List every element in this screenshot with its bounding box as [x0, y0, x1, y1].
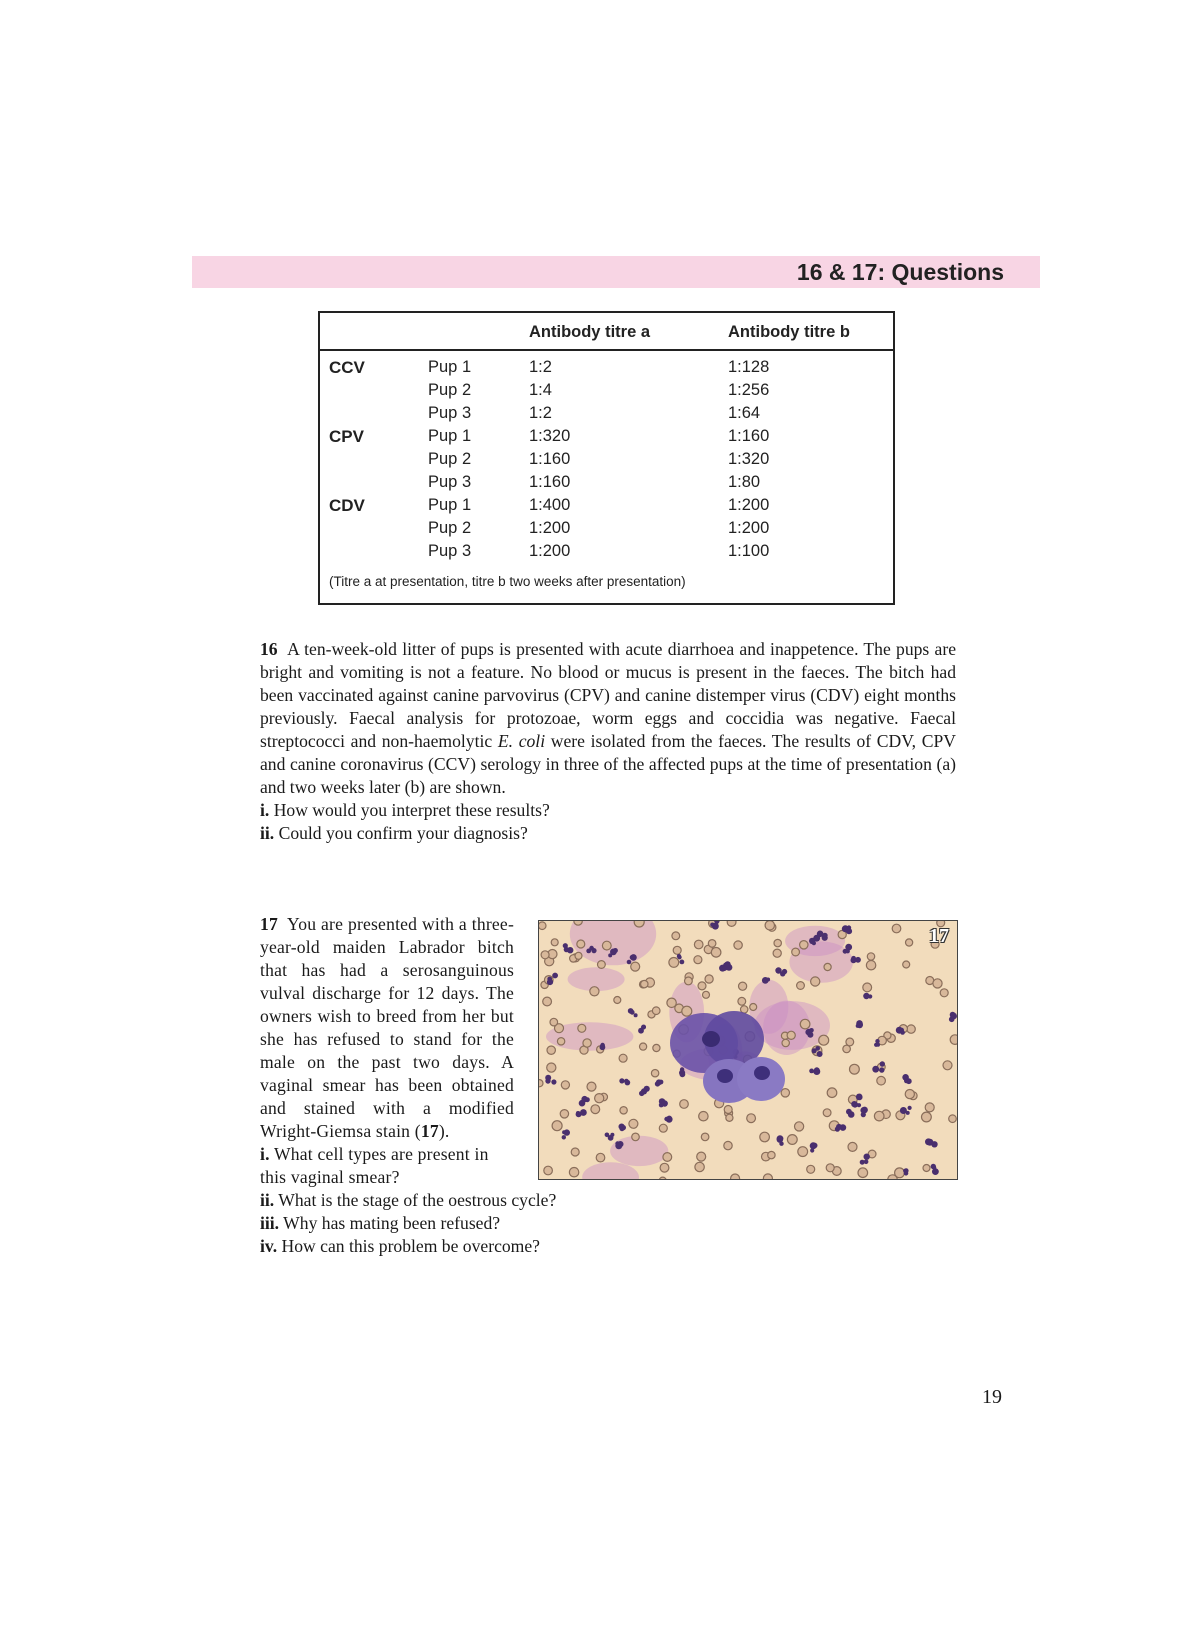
- titre-b-cell: 1:320: [728, 450, 770, 468]
- titre-b-cell: 1:128: [728, 358, 770, 376]
- figure-label: 17: [929, 925, 949, 947]
- titre-a-cell: 1:200: [529, 542, 571, 560]
- virus-cell: CCV: [329, 358, 365, 377]
- page-number: 19: [982, 1386, 1002, 1408]
- question-16-body: [260, 638, 956, 799]
- question-number: 16: [260, 639, 278, 659]
- question-17: [260, 913, 514, 1189]
- figure-17-micrograph: [538, 920, 958, 1180]
- question-16-text-b: were isolated from the faeces. The results of CDV, CPV and canine coronavirus (CCV) serology in three of the affected pups at the time of presentation (a) and two weeks later (b) are shown.: [260, 731, 956, 797]
- sub-label: ii.: [260, 823, 275, 843]
- titre-b-cell: 1:256: [728, 381, 770, 399]
- pup-cell: Pup 1: [428, 358, 472, 376]
- table-row: [320, 402, 893, 425]
- header-band: [192, 256, 1040, 288]
- titre-b-cell: 1:100: [728, 542, 770, 560]
- titre-a-cell: 1:160: [529, 450, 571, 468]
- question-17-sub-2: [260, 1189, 620, 1212]
- titre-a-cell: 1:4: [529, 381, 552, 399]
- table-body: [320, 356, 893, 563]
- question-number: 17: [260, 914, 278, 934]
- pup-cell: Pup 1: [428, 427, 472, 445]
- sub-label: i.: [260, 1144, 270, 1164]
- titre-a-cell: 1:200: [529, 519, 571, 537]
- titre-table: [318, 311, 895, 605]
- header-titre-a: Antibody titre a: [529, 323, 651, 341]
- question-17-sub-3: [260, 1212, 620, 1235]
- sub-text: What cell types are present in this vaginal smear?: [260, 1144, 489, 1187]
- pup-cell: Pup 3: [428, 542, 472, 560]
- figure-reference: 17: [420, 1121, 439, 1141]
- sub-text: Why has mating been refused?: [283, 1213, 501, 1233]
- question-17-body: [260, 913, 514, 1143]
- question-17-text: You are presented with a three-year-old maiden Labrador bitch that has had a serosanguinous vulval discharge for 12 days. The owners wish to breed from her but she has refused to stand for the male on the past two days. A vaginal smear has been obtained and stained with a modified Wright-Giemsa stain (: [260, 914, 515, 1141]
- sub-label: ii.: [260, 1190, 275, 1210]
- question-16-sub-1: [260, 799, 956, 822]
- sub-text: How can this problem be overcome?: [281, 1236, 540, 1256]
- titre-b-cell: 1:200: [728, 519, 770, 537]
- table-row: [320, 471, 893, 494]
- table-note: (Titre a at presentation, titre b two weeks after presentation): [329, 574, 686, 589]
- table-header-row: [320, 313, 893, 351]
- question-17-sub-1: [260, 1143, 514, 1189]
- table-row: [320, 494, 893, 517]
- question-17-sub-4: [260, 1235, 620, 1258]
- table-row: [320, 540, 893, 563]
- titre-a-cell: 1:160: [529, 473, 571, 491]
- sub-label: iii.: [260, 1213, 280, 1233]
- sub-text: What is the stage of the oestrous cycle?: [278, 1190, 557, 1210]
- titre-b-cell: 1:200: [728, 496, 770, 514]
- titre-b-cell: 1:160: [728, 427, 770, 445]
- pup-cell: Pup 3: [428, 404, 472, 422]
- question-17-subs: [260, 1189, 620, 1258]
- question-17-text-end: ).: [438, 1121, 450, 1141]
- table-row: [320, 379, 893, 402]
- titre-a-cell: 1:2: [529, 358, 552, 376]
- pup-cell: Pup 2: [428, 519, 472, 537]
- pup-cell: Pup 2: [428, 450, 472, 468]
- pup-cell: Pup 2: [428, 381, 472, 399]
- table-row: [320, 425, 893, 448]
- titre-b-cell: 1:64: [728, 404, 761, 422]
- virus-cell: CPV: [329, 427, 364, 446]
- titre-a-cell: 1:320: [529, 427, 571, 445]
- titre-b-cell: 1:80: [728, 473, 761, 491]
- virus-cell: CDV: [329, 496, 365, 515]
- titre-a-cell: 1:400: [529, 496, 571, 514]
- sub-text: Could you confirm your diagnosis?: [278, 823, 528, 843]
- sub-text: How would you interpret these results?: [273, 800, 550, 820]
- question-16-italic: E. coli: [497, 731, 546, 751]
- page-title: 16 & 17: Questions: [796, 259, 1004, 285]
- question-16-sub-2: [260, 822, 956, 845]
- table-row: [320, 356, 893, 379]
- sub-label: iv.: [260, 1236, 278, 1256]
- vaginal-smear-image: [539, 921, 958, 1180]
- table-row: [320, 517, 893, 540]
- titre-a-cell: 1:2: [529, 404, 552, 422]
- header-titre-b: Antibody titre b: [728, 323, 850, 341]
- table-row: [320, 448, 893, 471]
- question-16: [260, 638, 956, 845]
- question-16-text-a: A ten-week-old litter of pups is presented with acute diarrhoea and inappetence. The pups are bright and vomiting is not a feature. No blood or mucus is present in the faeces. The bitch had been vaccinated against canine parvovirus (CPV) and canine distemper virus (CDV) eight months previously. Faecal analysis for protozoae, worm eggs and coccidia was negative. Faecal streptococci and non-haemolytic: [260, 639, 957, 751]
- pup-cell: Pup 3: [428, 473, 472, 491]
- pup-cell: Pup 1: [428, 496, 472, 514]
- sub-label: i.: [260, 800, 270, 820]
